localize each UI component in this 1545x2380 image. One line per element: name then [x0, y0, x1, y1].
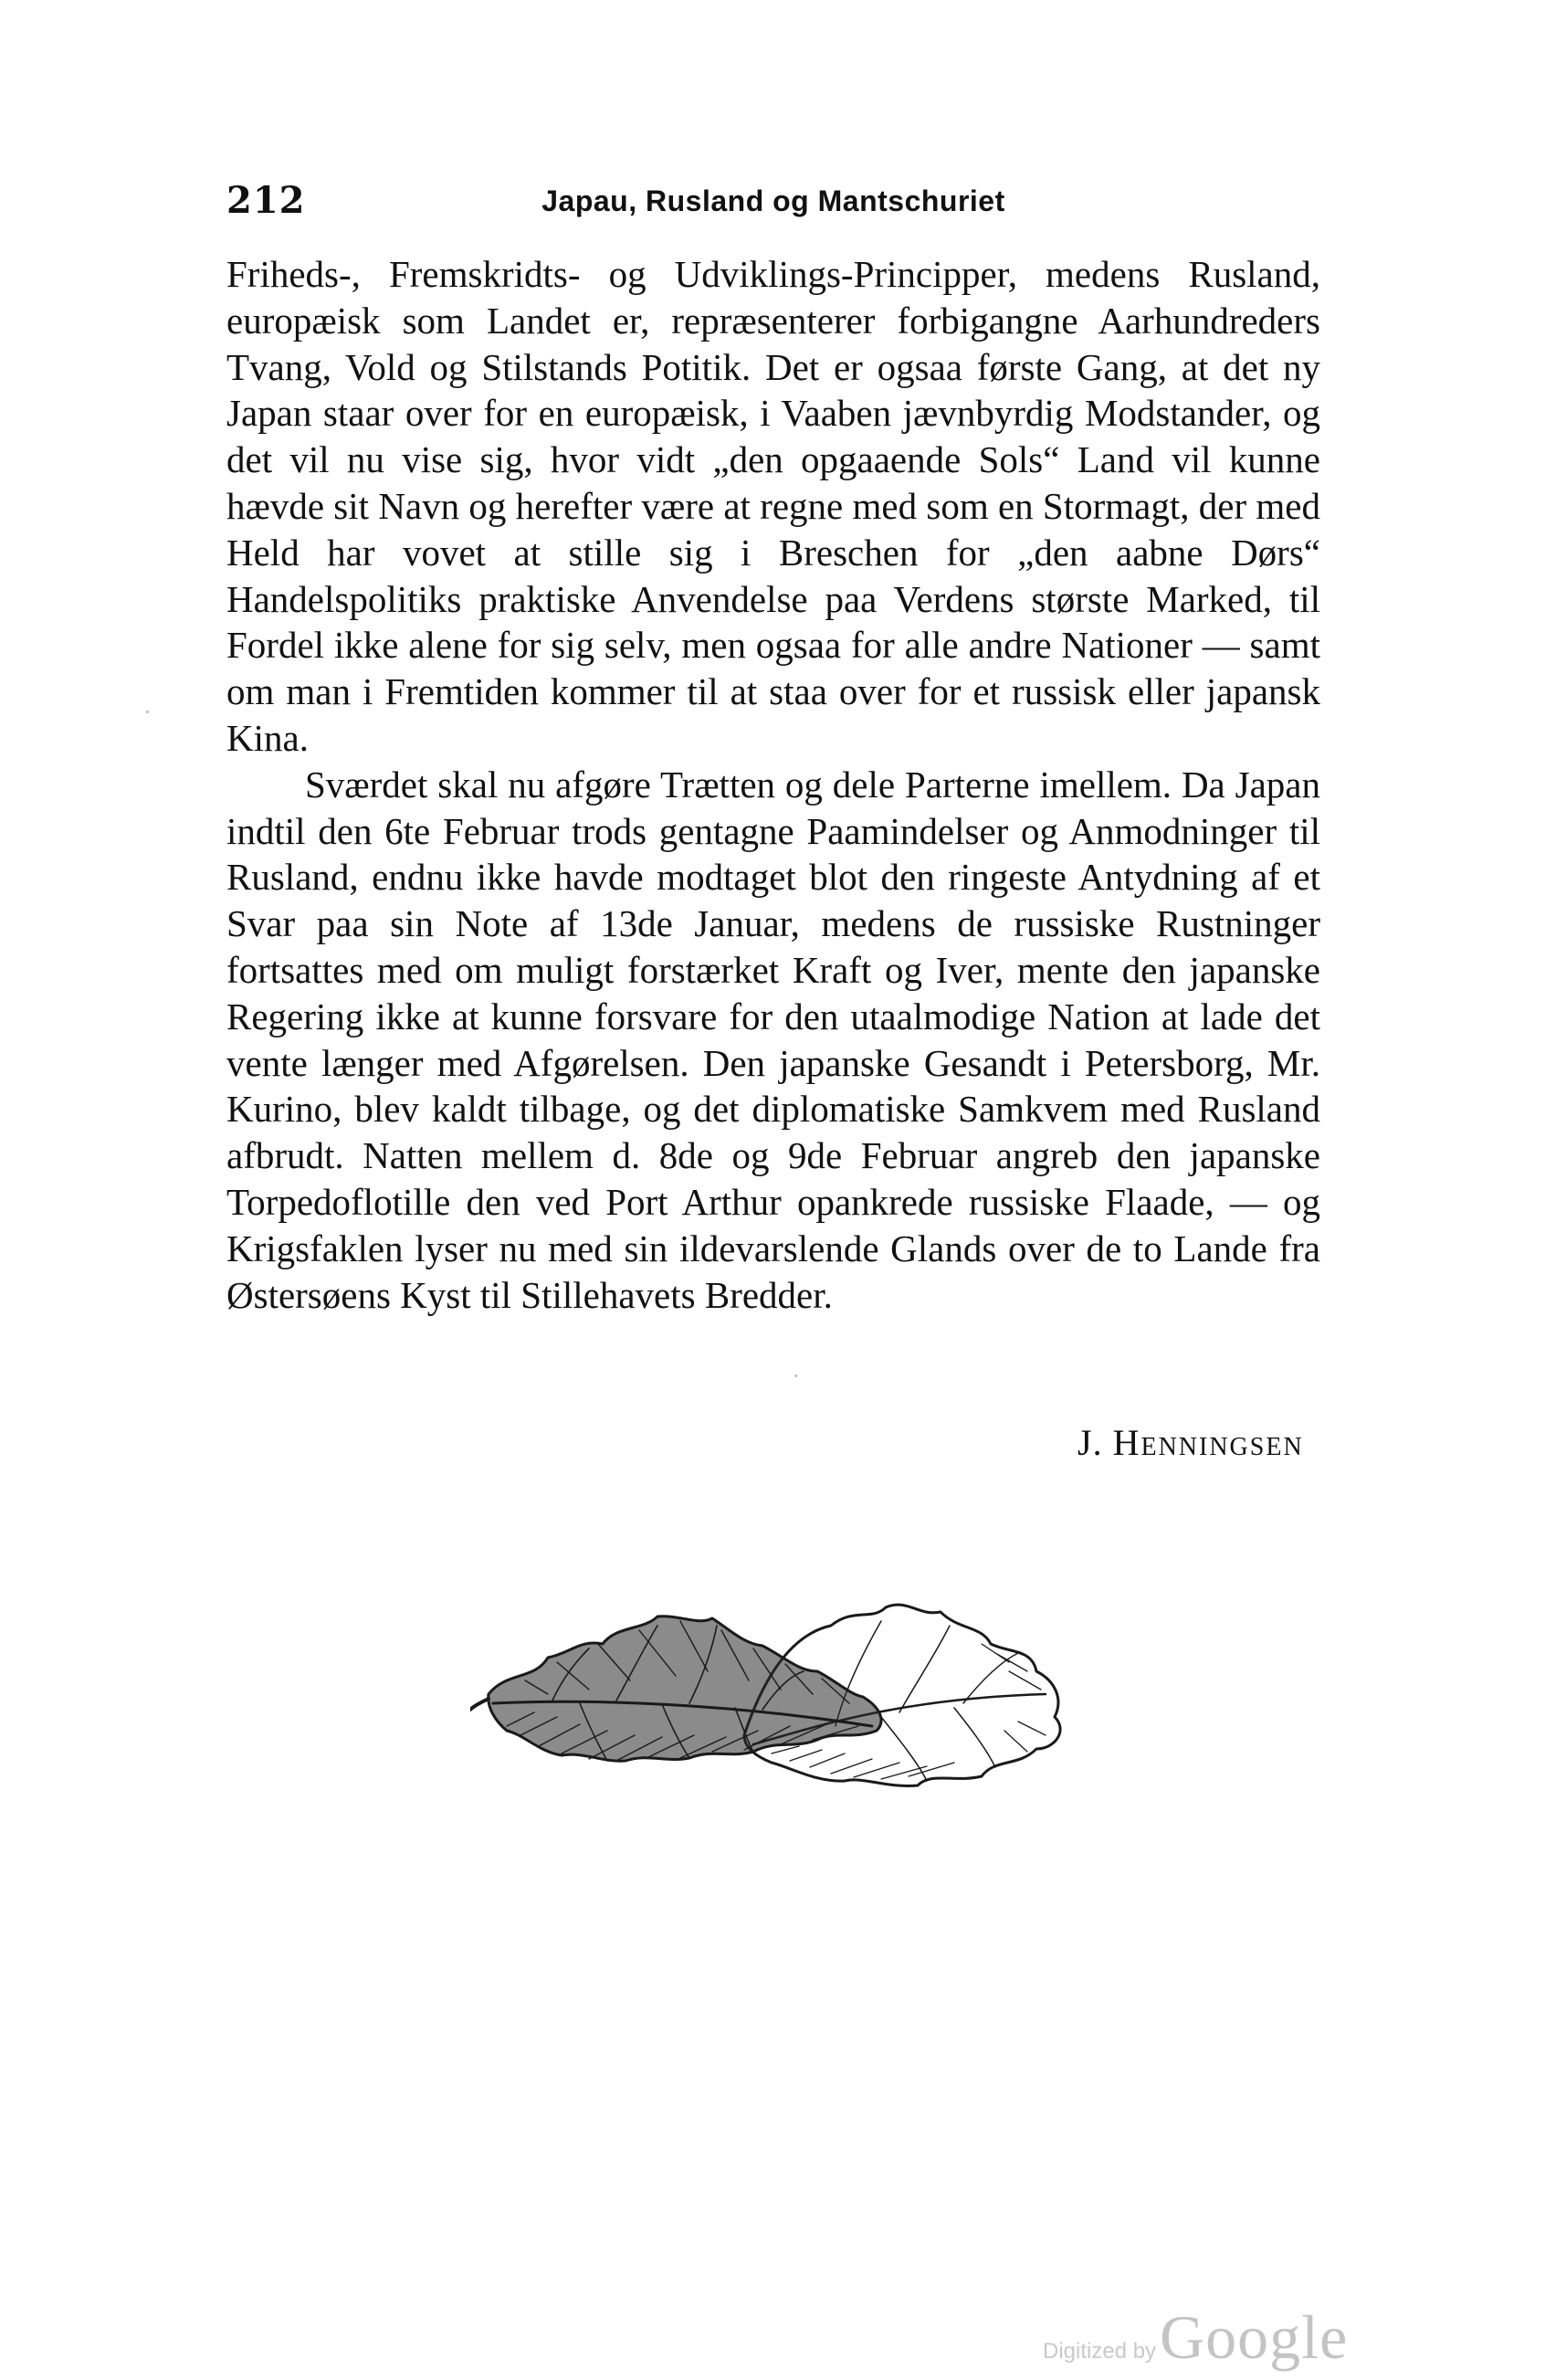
paragraph: Sværdet skal nu afgøre Trætten og dele Parterne imellem. Da Japan indtil den 6te Februar trods gentagne Paamindelser og Anmodninger til Rusland, endnu ikke havde modtaget blot den ringeste Antydning af et Svar paa sin Note af 13de Januar, medens de russiske Rustninger fortsattes med om muligt forstærket Kraft og Iver, mente den japanske Regering ikke at kunne forsvare for den utaalmodige Nation at lade det vente længer med Afgørelsen. Den japanske Gesandt i Petersborg, Mr. Kurino, blev kaldt tilbage, og det diplomatiske Samkvem med Rusland afbrudt. Natten mellem d. 8de og 9de Februar angreb den japanske Torpedoflotille den ved Port Arthur opankrede russiske Flaade, — og Krigsfaklen lyser nu med sin ildevarslende Glands over de to Lande fra Østersøens Kyst til Stillehavets Bredder. — [226, 763, 1320, 1316]
body-text — [226, 251, 1320, 1318]
paragraph: Friheds-, Fremskridts- og Udviklings-Principper, medens Rusland, europæisk som Landet er, repræsenterer forbigangne Aarhundreders Tvang, Vold og Stilstands Potitik. Det er ogsaa første Gang, at det ny Japan staar over for en europæisk, i Vaaben jævnbyrdig Modstander, og det vil nu vise sig, hvor vidt „den opgaaende Sols“ Land vil kunne hævde sit Navn og herefter være at regne med som en Stormagt, der med Held har vovet at stille sig i Breschen for „den aabne Dørs“ Handelspolitiks praktiske Anvendelse paa Verdens største Marked, til Fordel ikke alene for sig selv, men ogsaa for alle andre Nationer — samt om man i Fremtiden kommer til at staa over for et russisk eller japansk Kina. — [226, 253, 1320, 759]
digitized-watermark — [1043, 2301, 1348, 2374]
author-signature — [1077, 1420, 1304, 1466]
signature-surname: Henningsen — [1112, 1422, 1304, 1463]
signature-initial: J. — [1077, 1422, 1103, 1463]
running-title: Japau, Rusland og Mantschuriet — [541, 184, 1005, 217]
paper-speck — [146, 711, 149, 713]
page-number: 212 — [226, 179, 306, 222]
paper-speck — [794, 1374, 797, 1377]
watermark-prefix: Digitized by — [1043, 2339, 1157, 2364]
google-logo: Google — [1160, 2302, 1349, 2372]
page-header — [226, 174, 1320, 228]
oak-leaf-icon — [470, 1543, 1077, 1817]
